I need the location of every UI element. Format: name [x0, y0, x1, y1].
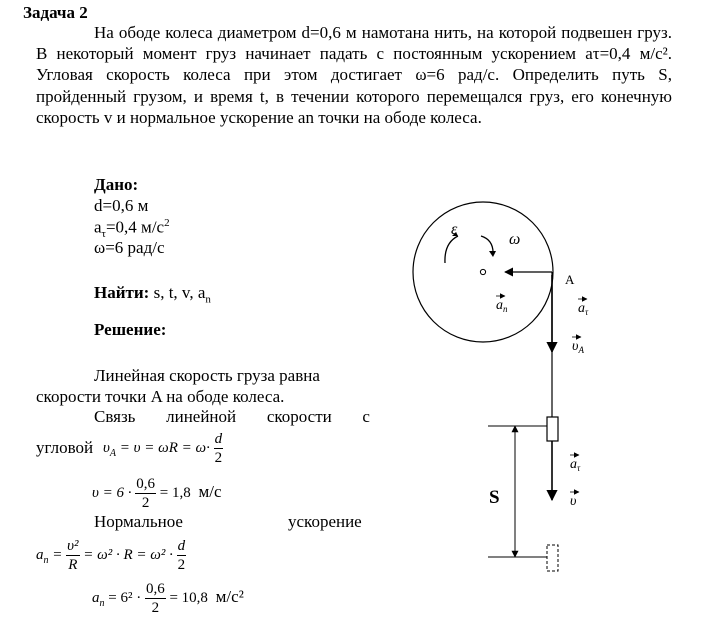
fraction-denominator: 2 [151, 600, 160, 616]
a-tau2-figure-symbol: a [570, 457, 577, 472]
calc-an-rhs: = 10,8 [169, 589, 208, 606]
an-sub: n [43, 554, 49, 566]
solution-line-4: угловой [36, 438, 94, 457]
find-heading: Найти: [94, 283, 150, 302]
calc-an-unit: м/с² [215, 586, 244, 606]
wheel-center [480, 269, 485, 274]
calc-an-sub: n [99, 597, 105, 609]
a-tau-figure-label [578, 301, 589, 317]
fraction-numerator: 0,6 [136, 476, 156, 492]
va-figure-symbol: υ [572, 339, 579, 354]
calc-an-symbol: a [92, 589, 100, 606]
va-figure-label [572, 339, 584, 355]
fraction-numerator: 0,6 [145, 581, 165, 597]
formula-v-middle: = υ = ωR = ω· [116, 439, 210, 456]
solution-line-1: Линейная скорость груза равна [94, 366, 320, 385]
fraction-denominator: 2 [141, 495, 150, 511]
acceleration-word: ускорение [288, 512, 362, 531]
calc-v-unit: м/с [198, 481, 222, 501]
word-lineynoy: линейной [166, 407, 237, 426]
fraction-numerator: d [177, 538, 186, 554]
calc-an-eq: = 6² · [104, 589, 142, 606]
word-svyaz: Связь [94, 407, 136, 426]
given-a-tau-value: =0,4 м/с [105, 217, 165, 237]
given-a-tau-sup: 2 [164, 217, 170, 229]
omega-label: ω [509, 231, 521, 248]
fraction-numerator: d [214, 431, 223, 447]
a-tau2-figure-sub: τ [577, 463, 581, 473]
an-eq: = [48, 546, 63, 563]
va-figure-sub: A [578, 345, 584, 355]
an-symbol: a [36, 546, 44, 563]
an-figure-label [496, 298, 508, 314]
normal-word: Нормальное [94, 512, 183, 531]
point-a-label: A [565, 272, 575, 287]
problem-title: Задача 2 [23, 3, 88, 22]
calc-v-lhs: υ = 6 · [92, 484, 132, 501]
an-figure-sub: n [503, 304, 508, 314]
a-tau-figure-symbol: a [578, 301, 585, 316]
given-heading: Дано: [94, 175, 139, 194]
fraction-denominator: R [68, 557, 78, 573]
problem-statement: На ободе колеса диаметром d=0,6 м намотана нить, на которой подвешен груз. В некоторый момент груз начинает падать с постоянным ускорением aτ=0,4 м/с². Угловая скорость колеса при этом достигает ω=6 рад/с. Определить путь S, пройденный грузом, и время t, в течении которого перемещался груз, его конечную скорость v и нормальное ускорение an точки на ободе колеса. [36, 23, 672, 127]
a-tau2-figure-label [570, 457, 581, 473]
s-label: S [489, 487, 500, 508]
given-d: d=0,6 м [94, 196, 149, 215]
fraction-denominator: 2 [177, 557, 186, 573]
given-a-tau-symbol: a [94, 217, 102, 237]
fraction-numerator: υ² [67, 538, 79, 554]
epsilon-label: ε [451, 221, 458, 238]
load-final-position [547, 545, 558, 571]
an-middle: = ω² · R = ω² · [83, 546, 173, 563]
solution-line-2: скорости точки A на ободе колеса. [36, 387, 285, 406]
calc-v-rhs: = 1,8 [159, 484, 191, 501]
a-tau-figure-sub: τ [585, 307, 589, 317]
load-box [547, 417, 558, 441]
given-a-tau-sub: τ [101, 228, 106, 241]
given-omega: ω=6 рад/с [94, 238, 165, 257]
epsilon-arc-icon [445, 236, 458, 263]
fraction-denominator: 2 [214, 450, 223, 466]
find-list: s, t, v, a [149, 283, 206, 302]
formula-v-sub: A [109, 447, 116, 459]
solution-heading: Решение: [94, 320, 167, 339]
find-list-sub: n [205, 293, 211, 306]
omega-arrowhead-icon [489, 251, 496, 257]
v-figure-label: υ [570, 494, 577, 509]
formula-v-symbol: υ [103, 439, 110, 456]
word-skorosti: скорости [266, 407, 332, 426]
word-s: с [362, 407, 370, 426]
an-figure-symbol: a [496, 298, 503, 313]
